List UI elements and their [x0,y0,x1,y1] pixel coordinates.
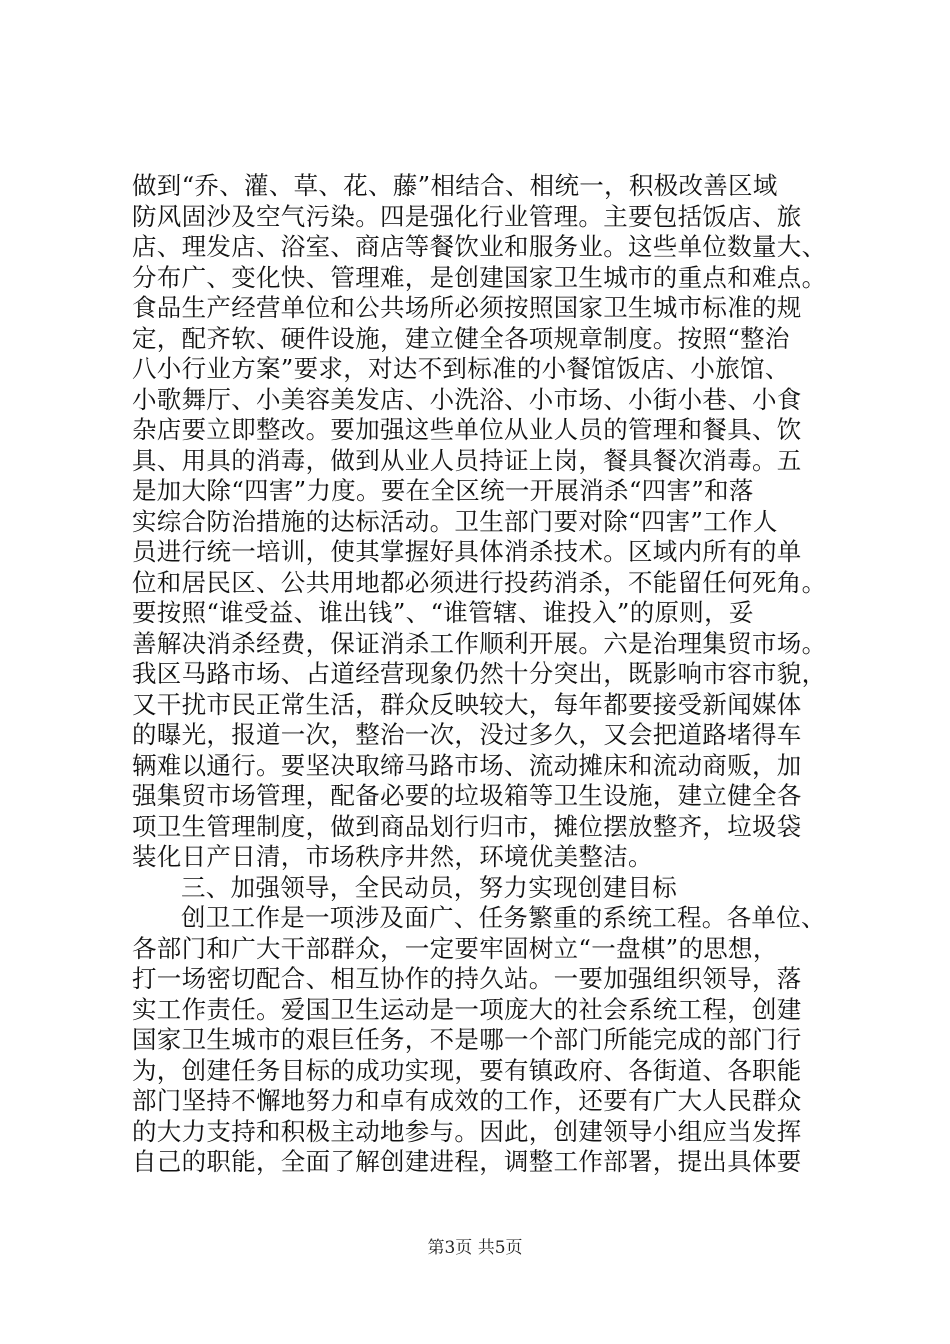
section-heading: 三、加强领导，全民动员，努力实现创建目标 [181,872,677,902]
text-line: 定，配齐软、硬件设施，建立健全各项规章制度。按照“整治 [132,323,790,353]
text-line: 项卫生管理制度，做到商品划行归市，摊位摆放整齐，垃圾袋 [132,811,802,841]
text-line: 又干扰市民正常生活，群众反映较大，每年都要接受新闻媒体 [132,689,802,719]
text-line: 各部门和广大干部群众，一定要牢固树立“一盘棋”的思想， [132,933,778,963]
text-line: 位和居民区、公共用地都必须进行投药消杀，不能留任何死角。 [132,567,827,597]
text-line: 员进行统一培训，使其掌握好具体消杀技术。区域内所有的单 [132,537,802,566]
text-line: 防风固沙及空气污染。四是强化行业管理。主要包括饭店、旅 [132,201,802,231]
text-line: 的曝光，报道一次，整治一次，没过多久，又会把道路堵得车 [132,720,802,749]
text-line: 是加大除“四害”力度。要在全区统一开展消杀“四害”和落 [132,476,754,505]
text-line: 小歌舞厅、小美容美发店、小洗浴、小市场、小街小巷、小食 [132,384,802,414]
body-text [132,171,832,1178]
text-line: 实工作责任。爱国卫生运动是一项庞大的社会系统工程，创建 [132,994,802,1024]
text-line: 辆难以通行。要坚决取缔马路市场、流动摊床和流动商贩，加 [132,750,802,780]
text-line: 部门坚持不懈地努力和卓有成效的工作，还要有广大人民群众 [132,1086,802,1115]
text-line: 我区马路市场、占道经营现象仍然十分突出，既影响市容市貌， [132,659,827,688]
text-line: 八小行业方案”要求，对达不到标准的小餐馆饭店、小旅馆、 [132,354,790,383]
text-line: 做到“乔、灌、草、花、藤”相结合、相统一，积极改善区域 [132,171,778,200]
text-line: 打一场密切配合、相互协作的持久站。一要加强组织领导，落 [132,964,802,993]
text-line: 善解决消杀经费，保证消杀工作顺利开展。六是治理集贸市场。 [132,628,827,658]
text-line: 要按照“谁受益、谁出钱”、“谁管辖、谁投入”的原则，妥 [132,598,754,627]
page-number-footer: 第3页 共5页 [427,1238,523,1258]
text-line: 创卫工作是一项涉及面广、任务繁重的系统工程。各单位、 [181,903,826,932]
text-line: 装化日产日清，市场秩序井然，环境优美整洁。 [132,842,653,871]
text-line: 杂店要立即整改。要加强这些单位从业人员的管理和餐具、饮 [132,415,802,444]
text-line: 实综合防治措施的达标活动。卫生部门要对除“四害”工作人 [132,506,778,536]
text-line: 店、理发店、浴室、商店等餐饮业和服务业。这些单位数量大、 [132,232,827,261]
text-line: 国家卫生城市的艰巨任务，不是哪一个部门所能完成的部门行 [132,1025,802,1054]
text-line: 为，创建任务目标的成功实现，要有镇政府、各街道、各职能 [132,1055,802,1085]
text-line: 的大力支持和积极主动地参与。因此，创建领导小组应当发挥 [132,1116,802,1146]
text-line: 自己的职能，全面了解创建进程，调整工作部署，提出具体要 [132,1147,802,1176]
text-line: 具、用具的消毒，做到从业人员持证上岗，餐具餐次消毒。五 [132,445,802,475]
text-line: 分布广、变化快、管理难，是创建国家卫生城市的重点和难点。 [132,262,827,292]
text-line: 强集贸市场管理，配备必要的垃圾箱等卫生设施，建立健全各 [132,781,802,810]
text-line: 食品生产经营单位和公共场所必须按照国家卫生城市标准的规 [132,293,802,322]
